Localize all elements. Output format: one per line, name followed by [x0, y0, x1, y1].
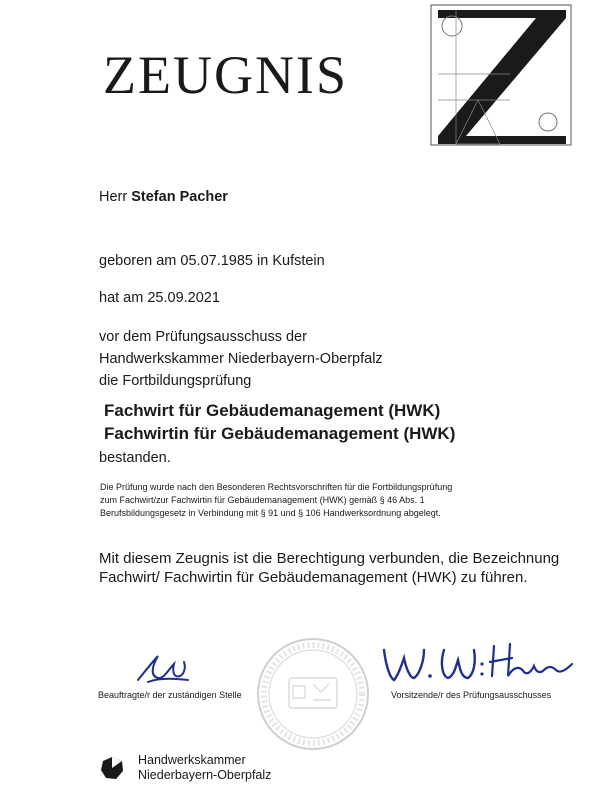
qualification-male: Fachwirt für Gebäudemanagement (HWK): [104, 401, 441, 420]
legal-line-1: Die Prüfung wurde nach den Besonderen Rechtsvorschriften für die Fortbildungsprüfung: [100, 482, 453, 492]
body-line-2: Handwerkskammer Niederbayern-Oberpfalz: [99, 351, 383, 367]
right-signature: [378, 636, 578, 692]
footer-org-line-2: Niederbayern-Oberpfalz: [138, 768, 272, 782]
qualification-female: Fachwirtin für Gebäudemanagement (HWK): [104, 424, 456, 443]
document-title: ZEUGNIS: [103, 45, 348, 105]
birth-line: geboren am 05.07.1985 in Kufstein: [99, 253, 325, 269]
legal-line-2: zum Fachwirt/zur Fachwirtin für Gebäudemanagement (HWK) gemäß § 46 Abs. 1: [100, 495, 425, 505]
footer-organization: [138, 753, 271, 783]
recipient-name: Stefan Pacher: [131, 189, 228, 205]
legal-notice: [100, 481, 520, 520]
recipient-line: [99, 190, 228, 205]
entitlement-line-2: Fachwirt/ Fachwirtin für Gebäudemanagement (HWK) zu führen.: [99, 569, 528, 586]
z-logo-icon: [430, 4, 572, 146]
salutation: Herr: [99, 189, 128, 205]
body-line-1: vor dem Prüfungsausschuss der: [99, 329, 307, 345]
entitlement-line-1: Mit diesem Zeugnis ist die Berechtigung verbunden, die Bezeichnung: [99, 550, 560, 567]
right-signature-caption: Vorsitzende/r des Prüfungsausschusses: [391, 690, 552, 700]
exam-date-line: hat am 25.09.2021: [99, 290, 220, 306]
left-signature: [128, 648, 198, 690]
official-seal-icon: [255, 636, 371, 752]
legal-line-3: Berufsbildungsgesetz in Verbindung mit § 91 und § 106 Handwerksordnung abgelegt.: [100, 508, 441, 518]
hwk-logo-icon: [100, 756, 124, 780]
passed-text: bestanden.: [99, 450, 171, 466]
footer-org-line-1: Handwerkskammer: [138, 753, 246, 767]
body-line-3: die Fortbildungsprüfung: [99, 373, 252, 389]
entitlement-text: [99, 549, 569, 587]
left-signature-caption: Beauftragte/r der zuständigen Stelle: [98, 690, 242, 700]
